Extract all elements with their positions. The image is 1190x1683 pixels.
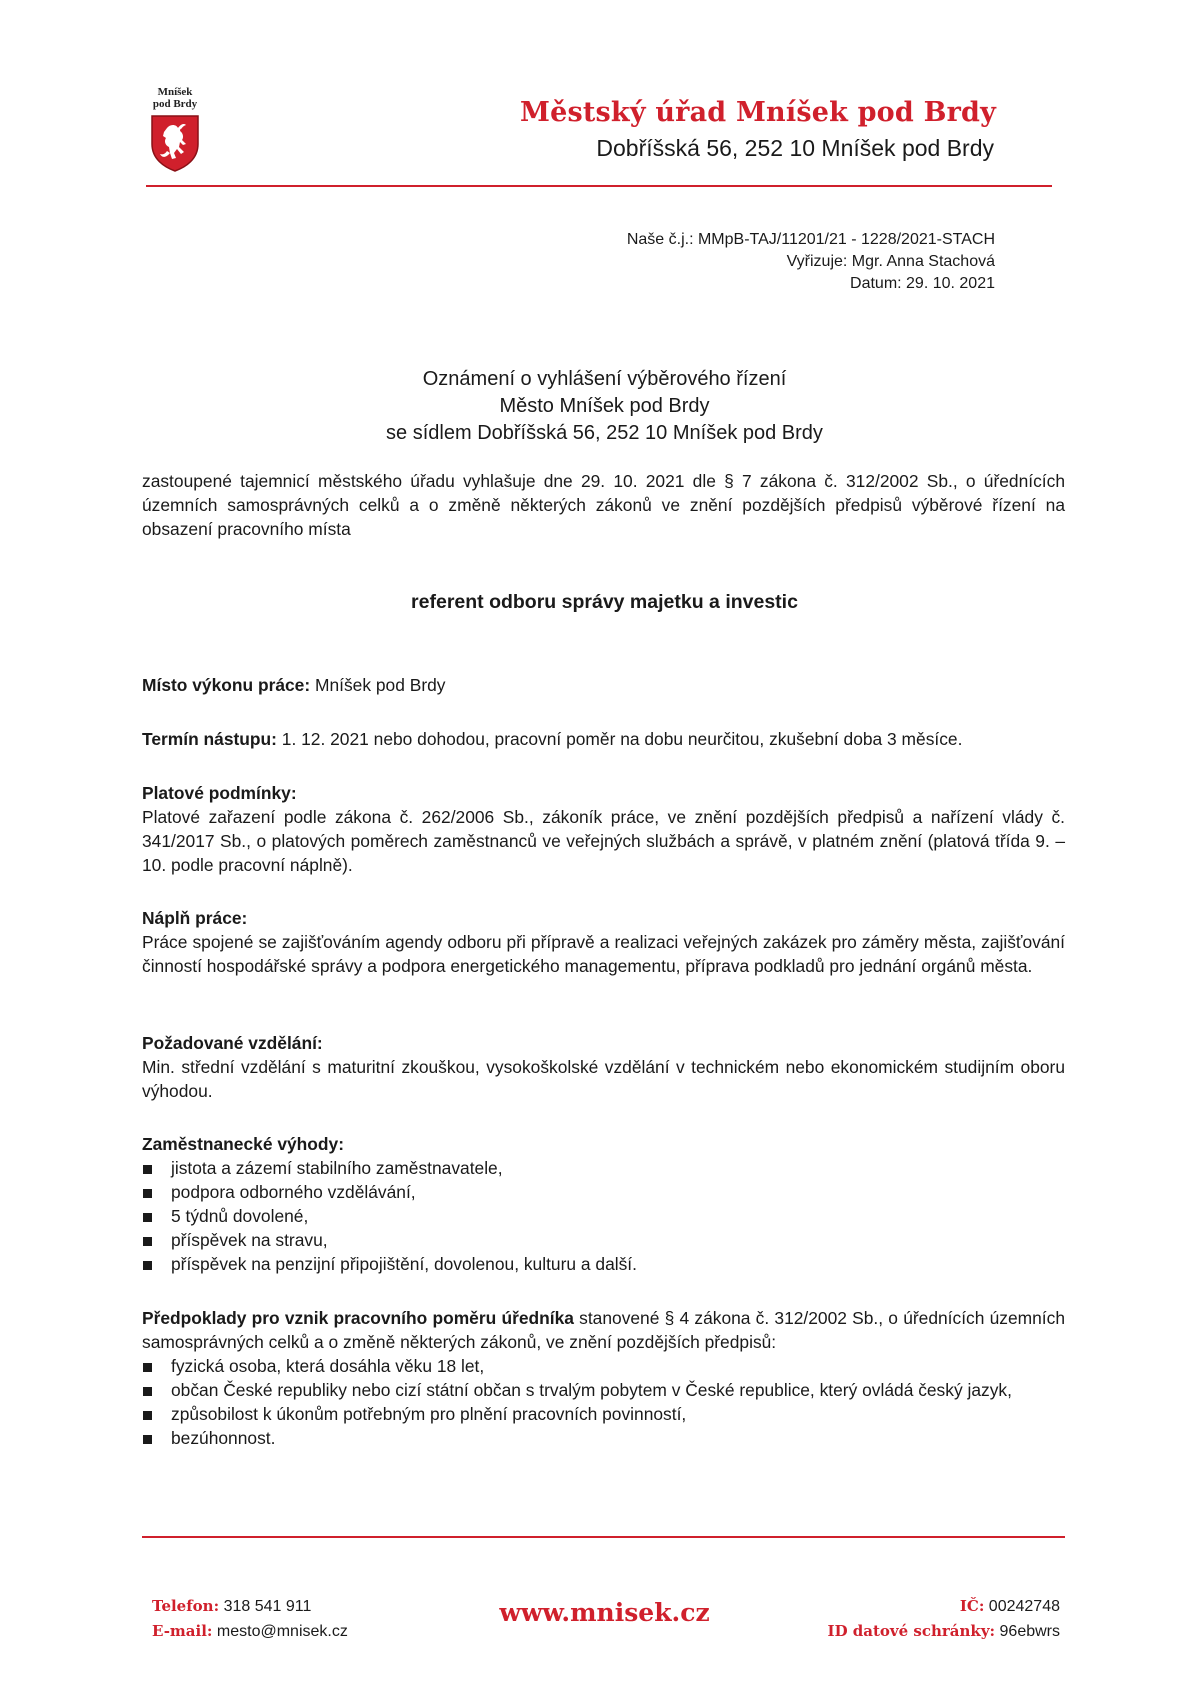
- reference-number: Naše č.j.: MMpB-TAJ/11201/21 - 1228/2021-STACH: [626, 231, 995, 248]
- place-label: Místo výkonu práce:: [142, 675, 311, 695]
- intro-paragraph: zastoupené tajemnicí městského úřadu vyhlašuje dne 29. 10. 2021 dle § 7 zákona č. 312/2002 Sb., o úřednících územních samosprávných celků a o změně některých zákonů ve znění pozdějších předpisů výběrové řízení na obsazení pracovního místa: [142, 471, 1065, 539]
- square-bullet-icon: [143, 1165, 152, 1174]
- website-link[interactable]: www.mnisek.cz: [499, 1598, 710, 1627]
- square-bullet-icon: [143, 1237, 152, 1246]
- list-item: způsobilost k úkonům potřebným pro plnění pracovních povinností,: [142, 1402, 1065, 1426]
- footer-ids: [828, 1594, 1060, 1644]
- title-line-1: Oznámení o vyhlášení výběrového řízení: [422, 368, 787, 390]
- databox-label: ID datové schránky:: [827, 1622, 996, 1640]
- office-address: Dobříšská 56, 252 10 Mníšek pod Brdy: [596, 135, 994, 161]
- list-item: příspěvek na stravu,: [142, 1228, 1065, 1252]
- benefits-list: [142, 1156, 1065, 1276]
- header-divider: [146, 185, 1052, 187]
- list-item: bezúhonnost.: [142, 1426, 1065, 1450]
- requirements-text: stanovené § 4 zákona č. 312/2002 Sb., o úřednících územních samosprávných celků a o změně některých zákonů, ve znění pozdějších předpisů:: [142, 1308, 1066, 1352]
- title-line-3: se sídlem Dobříšská 56, 252 10 Mníšek pod Brdy: [386, 422, 823, 444]
- list-item: občan České republiky nebo cizí státní občan s trvalým pobytem v České republice, který ovládá český jazyk,: [142, 1378, 1065, 1402]
- square-bullet-icon: [143, 1387, 152, 1396]
- list-item: fyzická osoba, která dosáhla věku 18 let,: [142, 1354, 1065, 1378]
- footer-divider: [142, 1536, 1065, 1538]
- start-value: 1. 12. 2021 nebo dohodou, pracovní poměr na dobu neurčitou, zkušební doba 3 měsíce.: [276, 729, 963, 749]
- square-bullet-icon: [143, 1261, 152, 1270]
- duties-text: Práce spojené se zajišťováním agendy odboru při přípravě a realizaci veřejných zakázek pro záměry města, zajišťování činností hospodářské správy a podpora energetického managementu, příprava podkladů pro jednání orgánů města.: [142, 932, 1065, 976]
- section-requirements: [142, 1306, 1065, 1450]
- position-title: referent odboru správy majetku a investic: [411, 591, 798, 613]
- announcement-title: [0, 366, 1190, 447]
- email-label: E-mail:: [152, 1622, 213, 1640]
- databox-value: 96ebwrs: [995, 1623, 1060, 1640]
- section-start: [142, 727, 1065, 751]
- requirements-list: [142, 1354, 1065, 1450]
- title-line-2: Město Mníšek pod Brdy: [499, 395, 710, 417]
- coat-of-arms-icon: [150, 114, 200, 172]
- place-value: Mníšek pod Brdy: [310, 675, 446, 695]
- ic-value: 00242748: [984, 1598, 1060, 1615]
- ic-label: IČ:: [959, 1597, 985, 1615]
- section-place: [142, 673, 1065, 697]
- education-label: Požadované vzdělání:: [142, 1033, 323, 1053]
- list-item: 5 týdnů dovolené,: [142, 1204, 1065, 1228]
- logo-text-line2: pod Brdy: [152, 98, 198, 110]
- office-name: Městský úřad Mníšek pod Brdy: [519, 97, 996, 128]
- document-date: Datum: 29. 10. 2021: [850, 275, 995, 292]
- section-benefits: [142, 1132, 1065, 1276]
- phone-value: 318 541 911: [219, 1598, 312, 1615]
- requirements-intro: [142, 1306, 1065, 1354]
- handled-by: Vyřizuje: Mgr. Anna Stachová: [786, 253, 995, 270]
- square-bullet-icon: [143, 1213, 152, 1222]
- square-bullet-icon: [143, 1363, 152, 1372]
- square-bullet-icon: [143, 1189, 152, 1198]
- list-item: příspěvek na penzijní připojištění, dovolenou, kulturu a další.: [142, 1252, 1065, 1276]
- logo-text-line1: Mníšek: [157, 86, 193, 98]
- salary-text: Platové zařazení podle zákona č. 262/2006 Sb., zákoník práce, ve znění pozdějších předpisů a nařízení vlády č. 341/2017 Sb., o platových poměrech zaměstnanců ve veřejných službách a správě, v platném znění (platová třída 9. – 10. podle pracovní náplně).: [142, 807, 1065, 875]
- square-bullet-icon: [143, 1435, 152, 1444]
- benefits-label: Zaměstnanecké výhody:: [142, 1134, 345, 1154]
- square-bullet-icon: [143, 1411, 152, 1420]
- section-duties: [142, 906, 1065, 978]
- phone-label: Telefon:: [152, 1597, 220, 1615]
- requirements-label: Předpoklady pro vznik pracovního poměru úředníka: [142, 1308, 574, 1328]
- duties-label: Náplň práce:: [142, 908, 248, 928]
- list-item: jistota a zázemí stabilního zaměstnavatele,: [142, 1156, 1065, 1180]
- email-value: mesto@mnisek.cz: [212, 1623, 348, 1640]
- reference-block: [627, 229, 995, 295]
- town-logo: [140, 86, 210, 177]
- section-salary: [142, 781, 1065, 877]
- section-education: [142, 1031, 1065, 1103]
- list-item: podpora odborného vzdělávání,: [142, 1180, 1065, 1204]
- education-text: Min. střední vzdělání s maturitní zkouškou, vysokoškolské vzdělání v technickém nebo ekonomickém studijním oboru výhodou.: [142, 1057, 1065, 1101]
- start-label: Termín nástupu:: [142, 729, 277, 749]
- salary-label: Platové podmínky:: [142, 783, 297, 803]
